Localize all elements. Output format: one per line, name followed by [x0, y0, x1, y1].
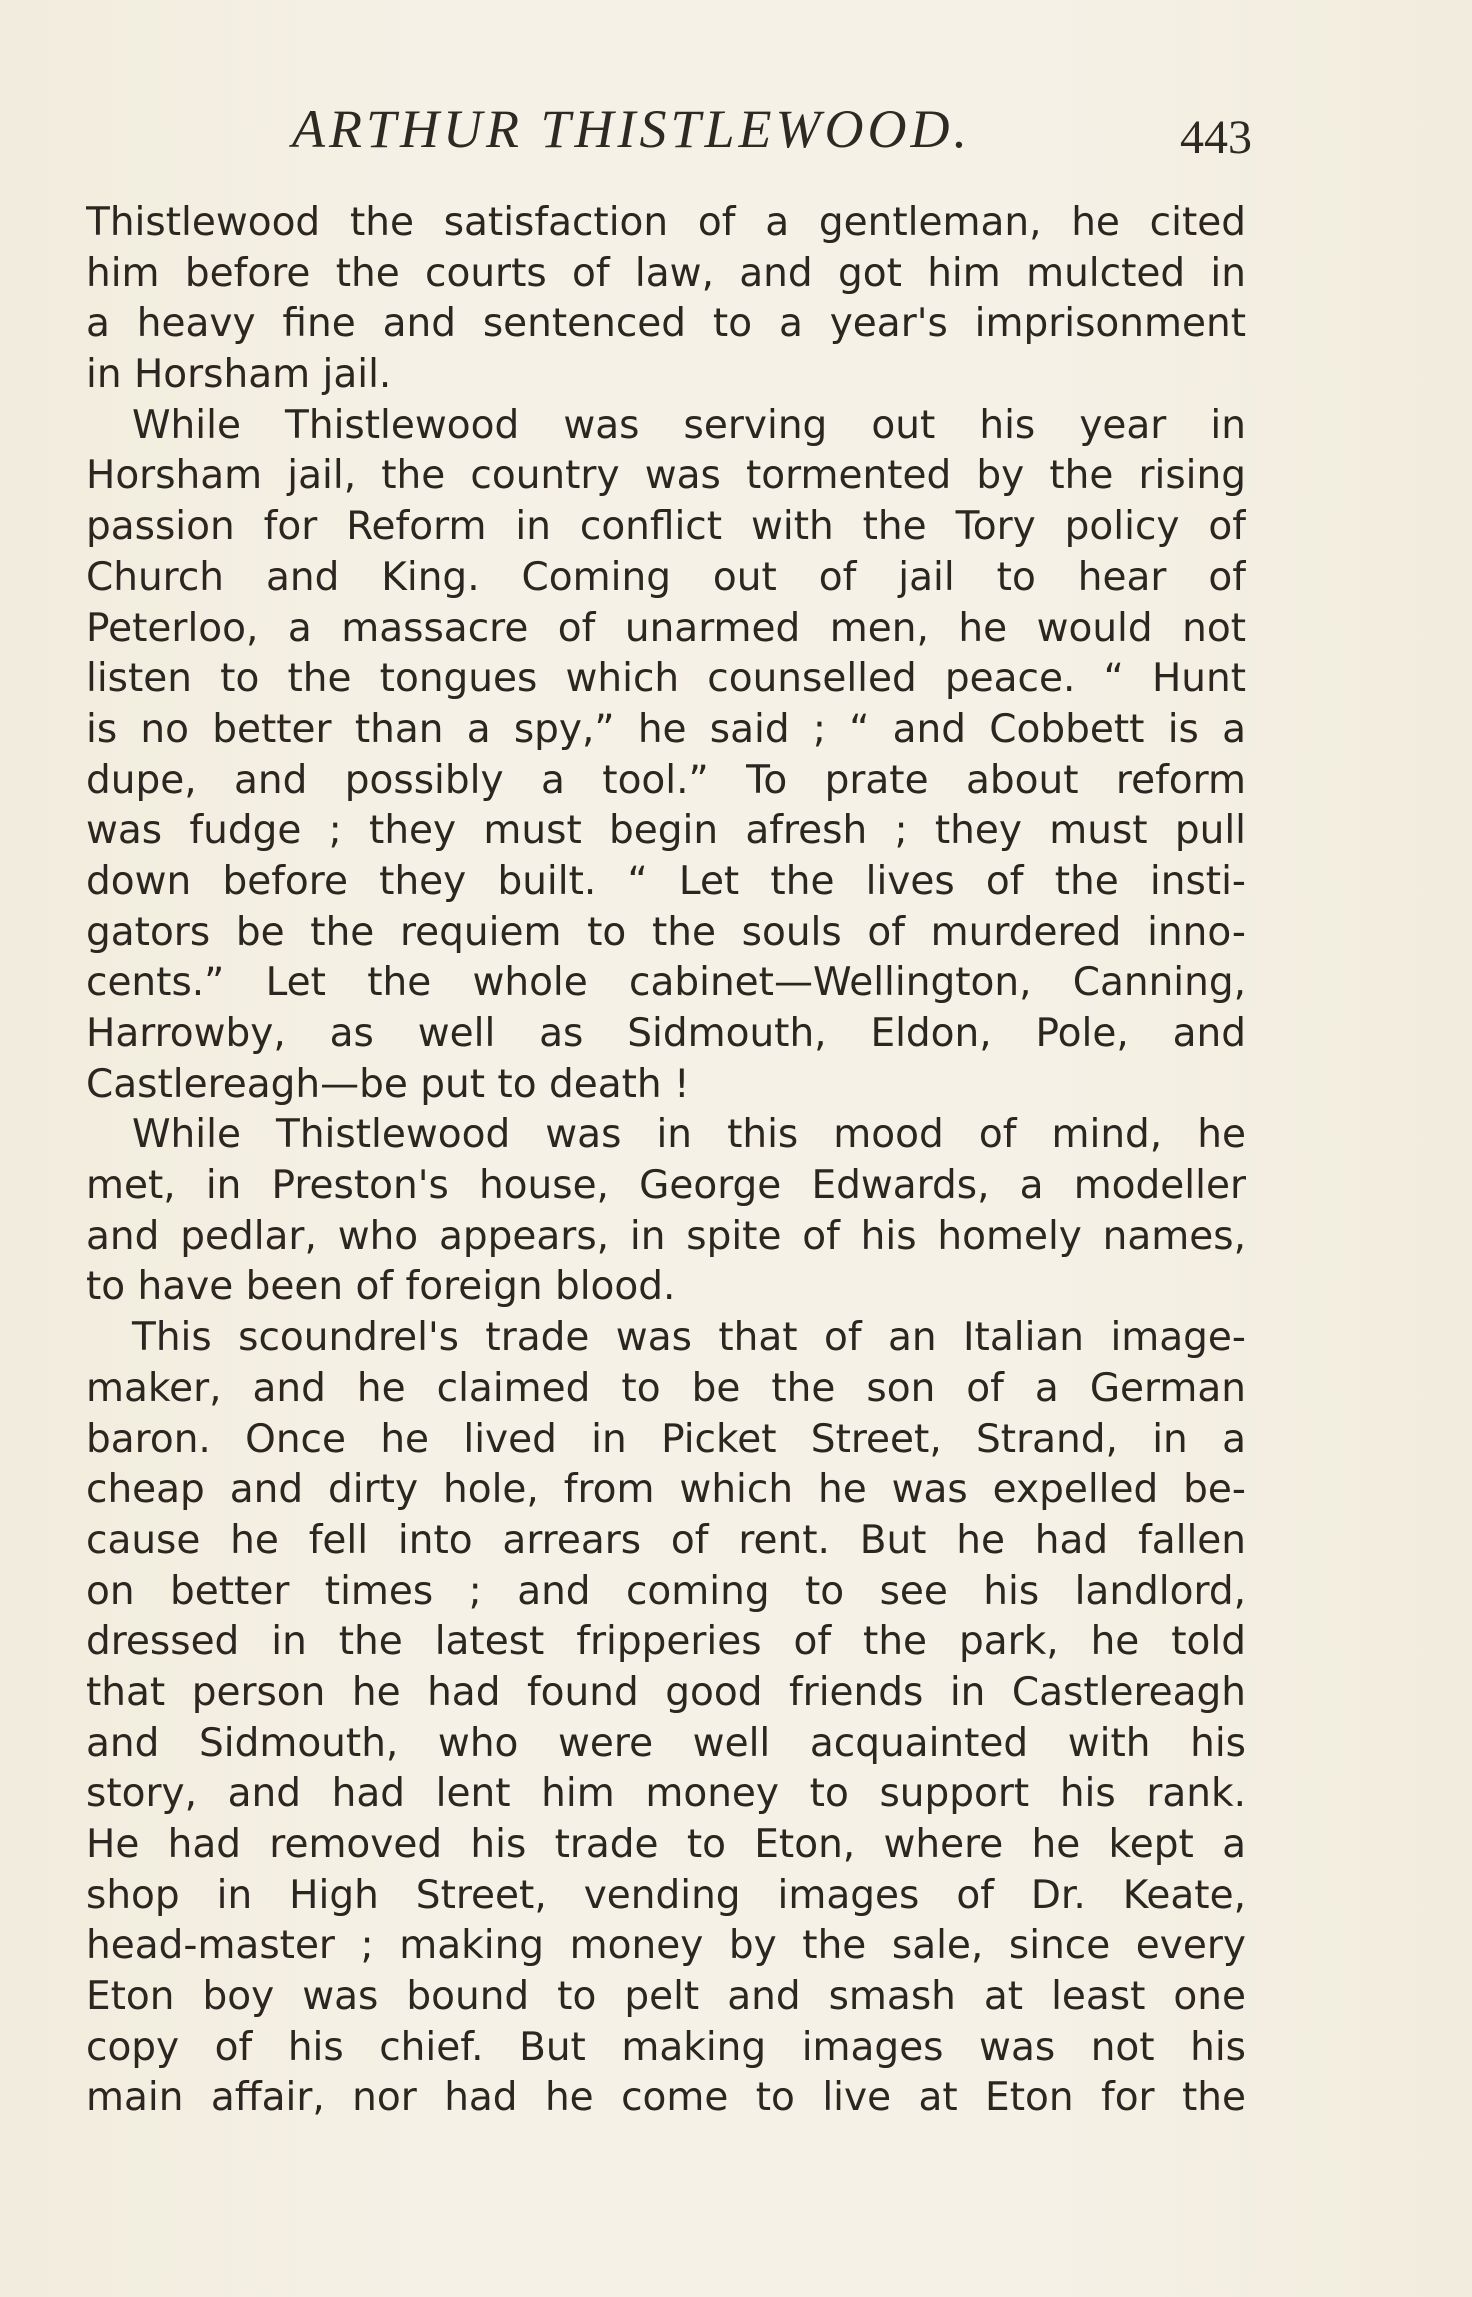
text-line: head-master ; making money by the sale, since every — [86, 1923, 1246, 1969]
text-line: was fudge ; they must begin afresh ; they must pull — [86, 808, 1246, 854]
text-line: in Horsham jail. — [86, 352, 392, 398]
running-title: ARTHUR THISTLEWOOD. — [292, 99, 972, 159]
text-line: story, and had lent him money to support his rank. — [86, 1771, 1246, 1817]
text-line: Castlereagh—be put to death ! — [86, 1061, 690, 1107]
text-line: maker, and he claimed to be the son of a German — [86, 1365, 1246, 1411]
running-head — [292, 98, 1252, 168]
text-line: cheap and dirty hole, from which he was expelled be- — [86, 1467, 1246, 1513]
text-line: cause he fell into arrears of rent. But he had fallen — [86, 1517, 1246, 1563]
text-line: Church and King. Coming out of jail to hear of — [86, 554, 1246, 600]
text-line: shop in High Street, vending images of Dr. Keate, — [86, 1872, 1246, 1918]
text-line: Thistlewood the satisfaction of a gentleman, he cited — [86, 200, 1246, 245]
text-line: main affair, nor had he come to live at Eton for the — [86, 2075, 1246, 2121]
text-line: passion for Reform in conflict with the Tory policy of — [86, 504, 1246, 550]
text-line: Peterloo, a massacre of unarmed men, he would not — [86, 605, 1246, 651]
text-line: him before the courts of law, and got him mulcted in — [86, 250, 1246, 296]
text-line: gators be the requiem to the souls of murdered inno- — [86, 909, 1246, 955]
text-line: This scoundrel's trade was that of an Italian image- — [132, 1315, 1246, 1361]
text-line: met, in Preston's house, George Edwards, a modeller — [86, 1163, 1246, 1209]
text-line: While Thistlewood was in this mood of mind, he — [132, 1112, 1246, 1158]
text-line: on better times ; and coming to see his landlord, — [86, 1568, 1246, 1614]
text-line: is no better than a spy,” he said ; “ and Cobbett is a — [86, 706, 1246, 752]
page-number: 443 — [1180, 111, 1252, 164]
text-line: Eton boy was bound to pelt and smash at least one — [86, 1974, 1246, 2020]
body-text — [86, 198, 1246, 2124]
text-line: that person he had found good friends in Castlereagh — [86, 1669, 1246, 1715]
text-line: and pedlar, who appears, in spite of his homely names, — [86, 1213, 1246, 1259]
text-line: Harrowby, as well as Sidmouth, Eldon, Pole, and — [86, 1011, 1246, 1056]
text-line: He had removed his trade to Eton, where he kept a — [86, 1822, 1246, 1867]
text-line: cents.” Let the whole cabinet—Wellington, Canning, — [86, 960, 1246, 1006]
text-line: listen to the tongues which counselled peace. “ Hunt — [86, 656, 1246, 702]
text-line: baron. Once he lived in Picket Street, Strand, in a — [86, 1416, 1246, 1462]
text-line: Horsham jail, the country was tormented by the rising — [86, 453, 1246, 499]
text-line: down before they built. “ Let the lives of the insti- — [86, 858, 1246, 904]
text-line: a heavy fine and sentenced to a year's imprisonment — [86, 301, 1246, 347]
text-line: and Sidmouth, who were well acquainted with his — [86, 1720, 1246, 1766]
text-line: copy of his chief. But making images was not his — [86, 2024, 1246, 2070]
text-line: dressed in the latest fripperies of the park, he told — [86, 1619, 1246, 1665]
text-line: While Thistlewood was serving out his year in — [132, 402, 1246, 448]
text-line: dupe, and possibly a tool.” To prate about reform — [86, 757, 1246, 803]
text-line: to have been of foreign blood. — [86, 1264, 676, 1310]
